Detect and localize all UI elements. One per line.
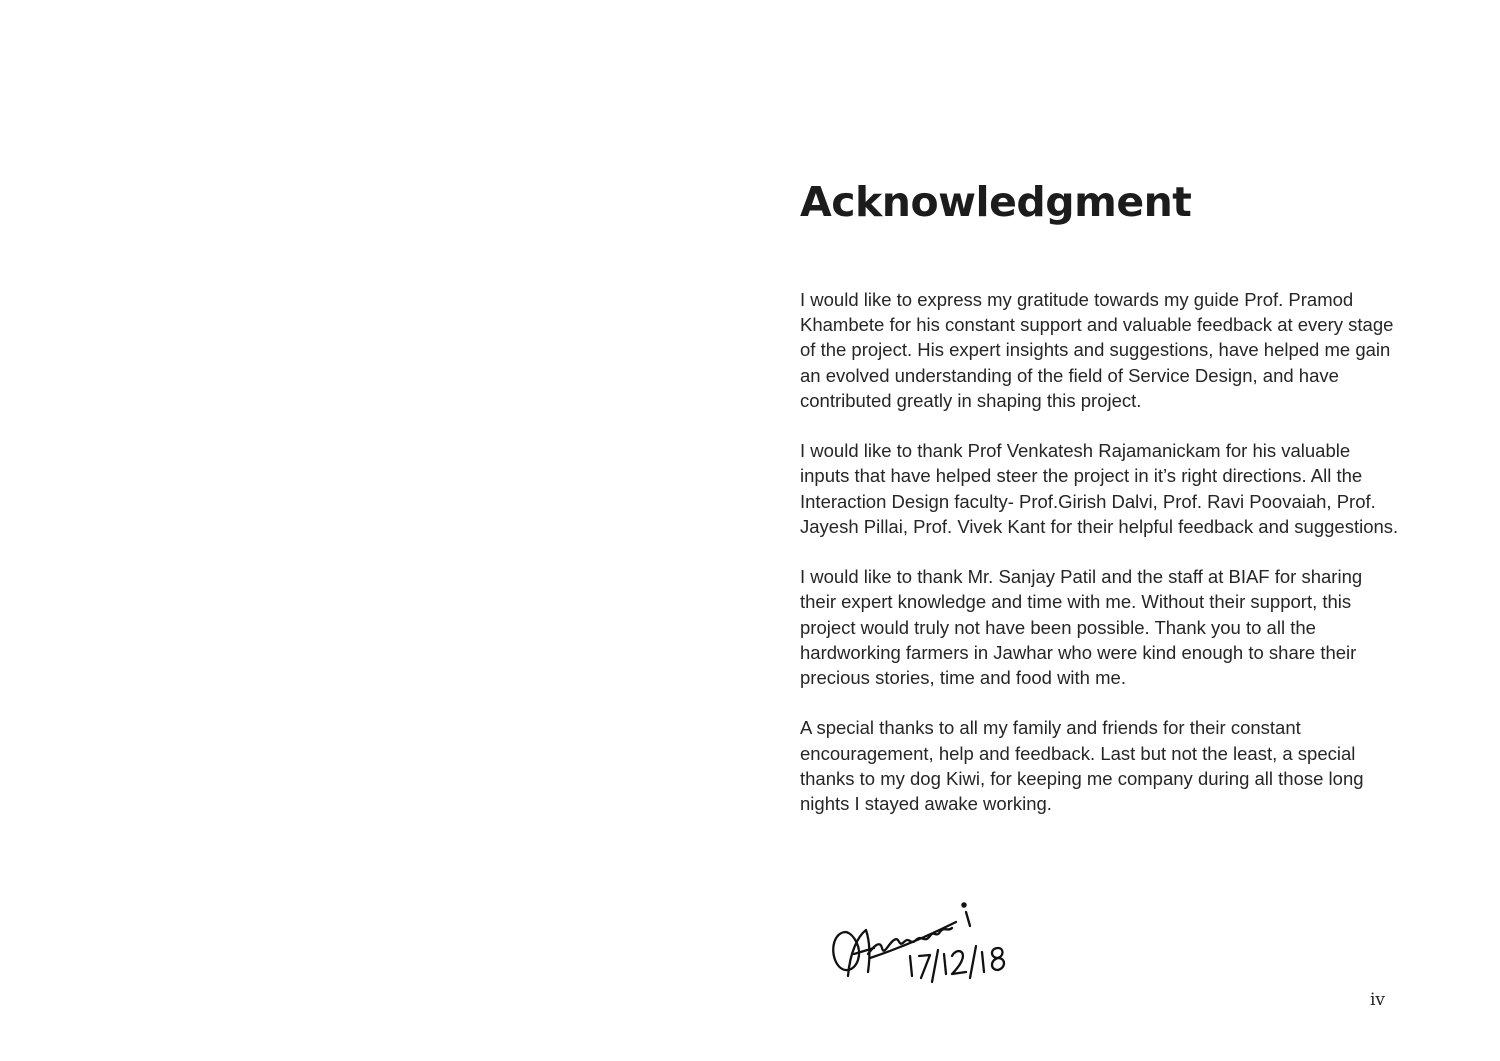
acknowledgment-page bbox=[750, 0, 1500, 1061]
page-number: iv bbox=[1370, 990, 1386, 1010]
paragraph-biaf-thanks: I would like to thank Mr. Sanjay Patil and the staff at BIAF for sharing their expert knowledge and time with me. Without their support, this project would truly not have been possible. Thank you to all the hardworking farmers in Jawhar who were kind enough to share their precious stories, time and food with me. bbox=[800, 566, 1363, 689]
handwritten-signature bbox=[824, 892, 1039, 992]
acknowledgment-body bbox=[800, 287, 1400, 841]
paragraph-guide-thanks: I would like to express my gratitude towards my guide Prof. Pramod Khambete for his constant support and valuable feedback at every stage of the project. His expert insights and suggestions, have helped me gain an evolved understanding of the field of Service Design, and have contributed greatly in shaping this project. bbox=[800, 289, 1394, 411]
page-title: Acknowledgment bbox=[800, 178, 1192, 226]
paragraph-faculty-thanks: I would like to thank Prof Venkatesh Rajamanickam for his valuable inputs that have helped steer the project in it’s right directions. All the Interaction Design faculty- Prof.Girish Dalvi, Prof. Ravi Poovaiah, Prof. Jayesh Pillai, Prof. Vivek Kant for their helpful feedback and suggestions. bbox=[800, 440, 1399, 537]
paragraph-family-thanks: A special thanks to all my family and friends for their constant encouragement, help and feedback. Last but not the least, a special thanks to my dog Kiwi, for keeping me company during all those long nights I stayed awake working. bbox=[800, 717, 1364, 815]
